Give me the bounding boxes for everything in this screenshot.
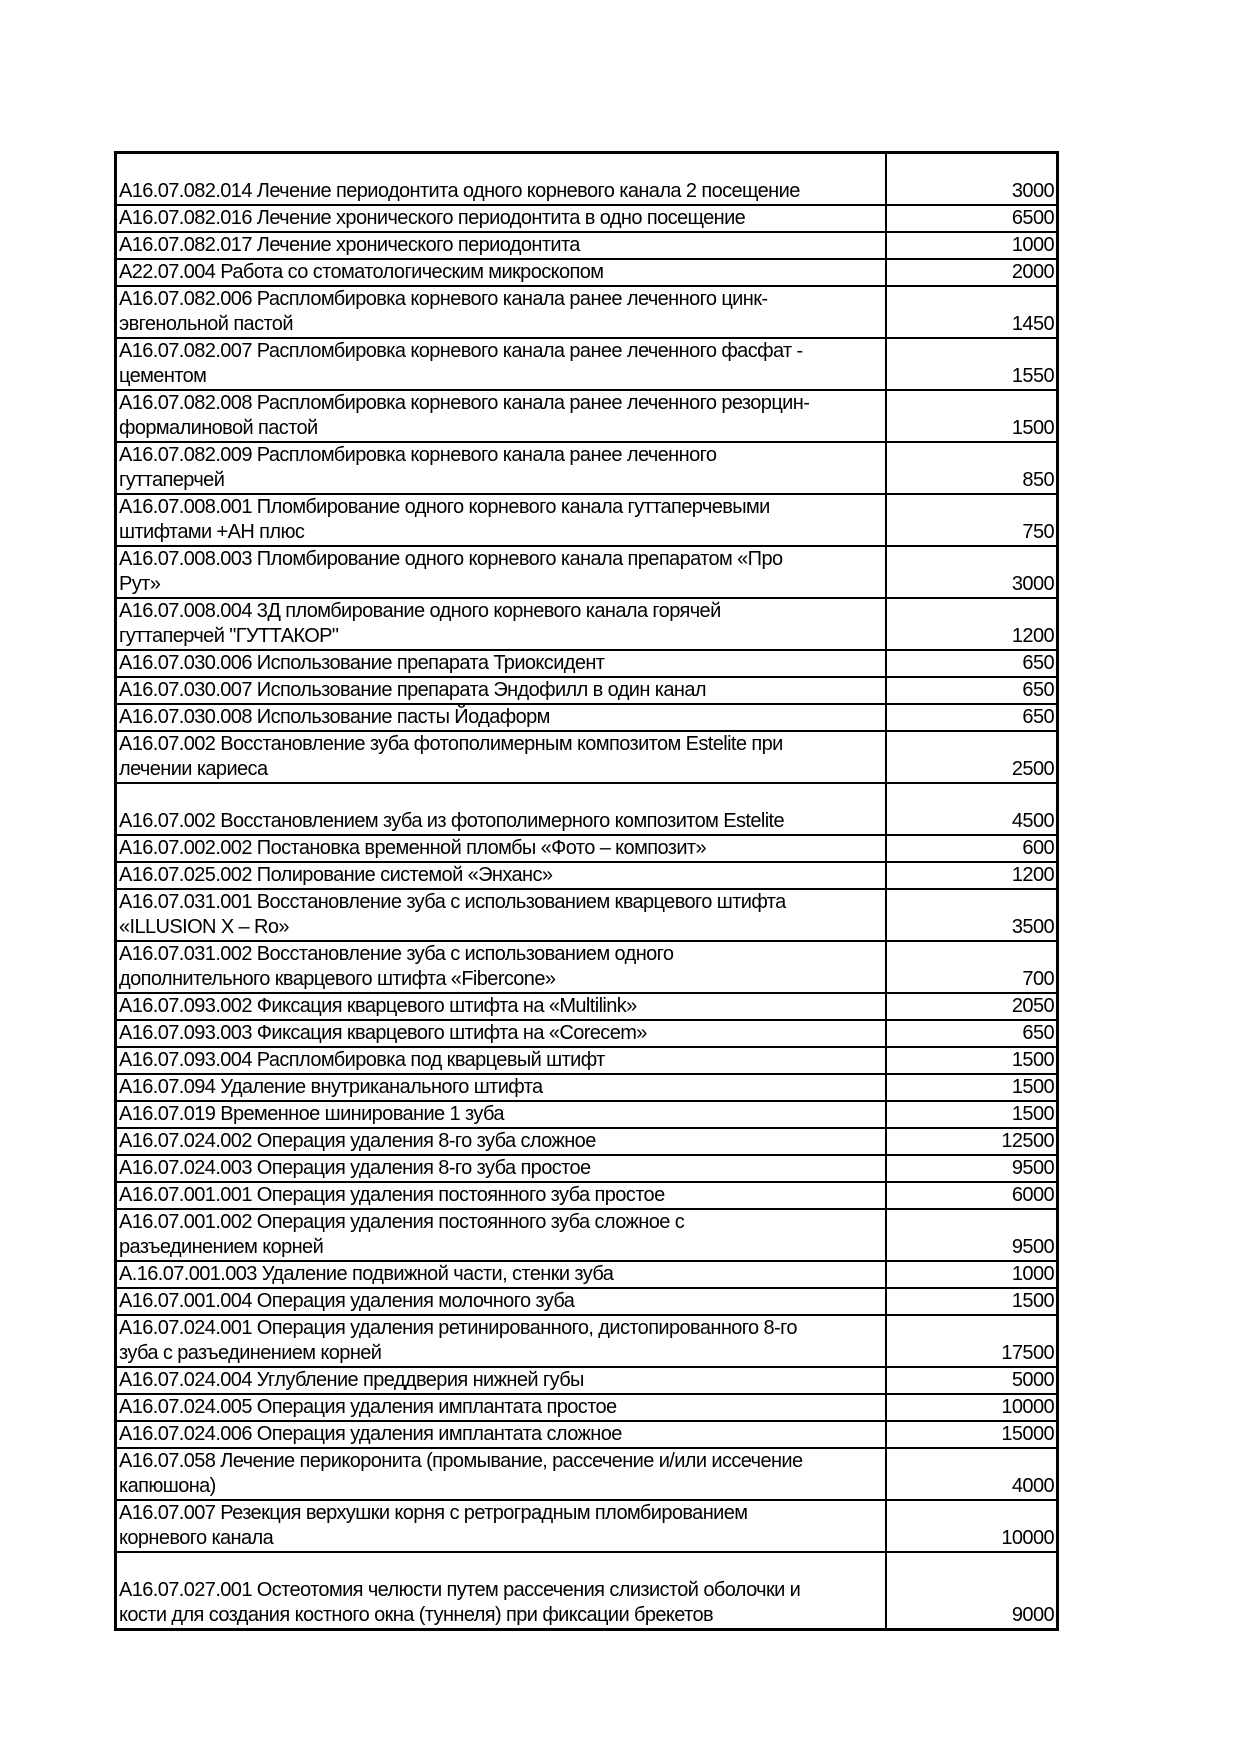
service-name-line: А16.07.082.009 Распломбировка корневого канала ранее леченного bbox=[119, 444, 717, 466]
service-name-line: А16.07.002.002 Постановка временной пломбы «Фото – композит» bbox=[119, 837, 706, 859]
price-table-body bbox=[116, 153, 1058, 1630]
service-name-line: гуттаперчей "ГУТТАКОР" bbox=[119, 625, 339, 647]
service-name-cell bbox=[116, 1020, 887, 1047]
price-cell: 1550 bbox=[886, 338, 1058, 390]
service-name-line: формалиновой пастой bbox=[119, 417, 318, 439]
service-name-line: А16.07.082.007 Распломбировка корневого канала ранее леченного фасфат - bbox=[119, 340, 803, 362]
price-cell: 650 bbox=[886, 704, 1058, 731]
service-name-cell bbox=[116, 494, 887, 546]
service-name-cell bbox=[116, 835, 887, 862]
price-cell: 10000 bbox=[886, 1394, 1058, 1421]
price-cell: 6500 bbox=[886, 205, 1058, 232]
service-name-cell bbox=[116, 546, 887, 598]
service-name-cell bbox=[116, 941, 887, 993]
table-row bbox=[116, 232, 1058, 259]
table-row bbox=[116, 677, 1058, 704]
table-row bbox=[116, 941, 1058, 993]
service-name-line: штифтами +АН плюс bbox=[119, 521, 305, 543]
service-name-line: А16.07.030.007 Использование препарата Эндофилл в один канал bbox=[119, 679, 706, 701]
service-name-cell bbox=[116, 704, 887, 731]
price-cell: 2050 bbox=[886, 993, 1058, 1020]
service-name-line: разъединением корней bbox=[119, 1236, 324, 1258]
service-name-line: А16.07.002 Восстановление зуба фотополимерным композитом Estelite при bbox=[119, 733, 783, 755]
service-name-cell bbox=[116, 1209, 887, 1261]
price-cell: 650 bbox=[886, 677, 1058, 704]
table-row bbox=[116, 704, 1058, 731]
price-cell: 600 bbox=[886, 835, 1058, 862]
service-name-line: А16.07.007 Резекция верхушки корня с ретроградным пломбированием bbox=[119, 1502, 748, 1524]
price-cell: 6000 bbox=[886, 1182, 1058, 1209]
table-row bbox=[116, 153, 1058, 206]
service-name-cell bbox=[116, 153, 887, 206]
service-name-line: А16.07.024.005 Операция удаления имплантата простое bbox=[119, 1396, 617, 1418]
service-name-line: А16.07.030.008 Использование пасты Йодаформ bbox=[119, 706, 550, 728]
price-cell: 2000 bbox=[886, 259, 1058, 286]
service-name-line: зуба с разъединением корней bbox=[119, 1342, 382, 1364]
price-table bbox=[114, 151, 1059, 1631]
table-row bbox=[116, 783, 1058, 835]
table-row bbox=[116, 731, 1058, 783]
table-row bbox=[116, 1394, 1058, 1421]
service-name-cell bbox=[116, 338, 887, 390]
service-name-cell bbox=[116, 1261, 887, 1288]
price-cell: 12500 bbox=[886, 1128, 1058, 1155]
price-cell: 1500 bbox=[886, 390, 1058, 442]
table-row bbox=[116, 1288, 1058, 1315]
service-name-line: А16.07.024.003 Операция удаления 8-го зуба простое bbox=[119, 1157, 591, 1179]
table-row bbox=[116, 494, 1058, 546]
price-cell: 1200 bbox=[886, 862, 1058, 889]
price-cell: 4500 bbox=[886, 783, 1058, 835]
table-row bbox=[116, 1209, 1058, 1261]
price-cell: 850 bbox=[886, 442, 1058, 494]
service-name-cell bbox=[116, 1047, 887, 1074]
table-row bbox=[116, 1182, 1058, 1209]
table-row bbox=[116, 390, 1058, 442]
service-name-line: Рут» bbox=[119, 573, 161, 595]
table-row bbox=[116, 205, 1058, 232]
service-name-line: А16.07.001.004 Операция удаления молочного зуба bbox=[119, 1290, 575, 1312]
service-name-line: А16.07.030.006 Использование препарата Триоксидент bbox=[119, 652, 605, 674]
service-name-line: А16.07.082.006 Распломбировка корневого канала ранее леченного цинк- bbox=[119, 288, 768, 310]
service-name-line: А16.07.002 Восстановлением зуба из фотополимерного композитом Estelite bbox=[119, 810, 785, 832]
service-name-line: А16.07.025.002 Полирование системой «Энханс» bbox=[119, 864, 553, 886]
service-name-line: А16.07.001.002 Операция удаления постоянного зуба сложное с bbox=[119, 1211, 685, 1233]
price-cell: 1200 bbox=[886, 598, 1058, 650]
table-row bbox=[116, 1448, 1058, 1500]
price-cell: 3500 bbox=[886, 889, 1058, 941]
table-row bbox=[116, 862, 1058, 889]
price-cell: 1000 bbox=[886, 1261, 1058, 1288]
table-row bbox=[116, 650, 1058, 677]
price-cell: 1500 bbox=[886, 1074, 1058, 1101]
table-row bbox=[116, 1421, 1058, 1448]
service-name-cell bbox=[116, 1155, 887, 1182]
service-name-line: А16.07.008.001 Пломбирование одного корневого канала гуттаперчевыми bbox=[119, 496, 770, 518]
service-name-line: А16.07.008.003 Пломбирование одного корневого канала препаратом «Про bbox=[119, 548, 783, 570]
price-cell: 9000 bbox=[886, 1552, 1058, 1630]
service-name-line: А16.07.082.016 Лечение хронического периодонтита в одно посещение bbox=[119, 207, 746, 229]
service-name-line: А16.07.024.002 Операция удаления 8-го зуба сложное bbox=[119, 1130, 596, 1152]
table-row bbox=[116, 1074, 1058, 1101]
service-name-cell bbox=[116, 650, 887, 677]
service-name-cell bbox=[116, 1367, 887, 1394]
price-cell: 9500 bbox=[886, 1155, 1058, 1182]
service-name-cell bbox=[116, 1128, 887, 1155]
price-cell: 1500 bbox=[886, 1288, 1058, 1315]
table-row bbox=[116, 598, 1058, 650]
service-name-line: А16.07.024.006 Операция удаления имплантата сложное bbox=[119, 1423, 622, 1445]
service-name-line: А16.07.001.001 Операция удаления постоянного зуба простое bbox=[119, 1184, 665, 1206]
service-name-line bbox=[119, 784, 883, 809]
service-name-line: А.16.07.001.003 Удаление подвижной части, стенки зуба bbox=[119, 1263, 614, 1285]
price-cell: 650 bbox=[886, 1020, 1058, 1047]
price-cell: 10000 bbox=[886, 1500, 1058, 1552]
price-cell: 1500 bbox=[886, 1101, 1058, 1128]
price-cell: 4000 bbox=[886, 1448, 1058, 1500]
service-name-line: А16.07.093.003 Фиксация кварцевого штифта на «Corecem» bbox=[119, 1022, 647, 1044]
table-row bbox=[116, 259, 1058, 286]
service-name-cell bbox=[116, 1182, 887, 1209]
service-name-cell bbox=[116, 205, 887, 232]
service-name-line: А16.07.094 Удаление внутриканального штифта bbox=[119, 1076, 543, 1098]
service-name-line: А16.07.082.014 Лечение периодонтита одного корневого канала 2 посещение bbox=[119, 180, 800, 202]
table-row bbox=[116, 338, 1058, 390]
service-name-line: А16.07.093.002 Фиксация кварцевого штифта на «Multilink» bbox=[119, 995, 637, 1017]
service-name-line: цементом bbox=[119, 365, 207, 387]
service-name-line: А16.07.058 Лечение перикоронита (промывание, рассечение и/или иссечение bbox=[119, 1450, 803, 1472]
price-cell: 750 bbox=[886, 494, 1058, 546]
service-name-line: А16.07.008.004 3Д пломбирование одного корневого канала горячей bbox=[119, 600, 721, 622]
service-name-line: эвгенольной пастой bbox=[119, 313, 293, 335]
service-name-cell bbox=[116, 993, 887, 1020]
price-cell: 3000 bbox=[886, 153, 1058, 206]
price-cell: 17500 bbox=[886, 1315, 1058, 1367]
price-cell: 5000 bbox=[886, 1367, 1058, 1394]
table-row bbox=[116, 1261, 1058, 1288]
service-name-line: А16.07.031.001 Восстановление зуба с использованием кварцевого штифта bbox=[119, 891, 786, 913]
service-name-line: кости для создания костного окна (туннеля) при фиксации брекетов bbox=[119, 1604, 714, 1626]
service-name-line: лечении кариеса bbox=[119, 758, 268, 780]
service-name-line: А16.07.093.004 Распломбировка под кварцевый штифт bbox=[119, 1049, 605, 1071]
price-cell: 700 bbox=[886, 941, 1058, 993]
table-row bbox=[116, 993, 1058, 1020]
price-cell: 15000 bbox=[886, 1421, 1058, 1448]
service-name-line: А16.07.019 Временное шинирование 1 зуба bbox=[119, 1103, 504, 1125]
table-row bbox=[116, 835, 1058, 862]
service-name-cell bbox=[116, 1101, 887, 1128]
table-row bbox=[116, 1500, 1058, 1552]
price-cell: 1450 bbox=[886, 286, 1058, 338]
service-name-line: гуттаперчей bbox=[119, 469, 225, 491]
table-row bbox=[116, 1552, 1058, 1630]
table-row bbox=[116, 1101, 1058, 1128]
table-row bbox=[116, 546, 1058, 598]
service-name-line bbox=[119, 154, 883, 179]
service-name-cell bbox=[116, 1552, 887, 1630]
service-name-line: А16.07.031.002 Восстановление зуба с использованием одного bbox=[119, 943, 674, 965]
service-name-line: корневого канала bbox=[119, 1527, 274, 1549]
price-cell: 650 bbox=[886, 650, 1058, 677]
service-name-cell bbox=[116, 731, 887, 783]
service-name-cell bbox=[116, 442, 887, 494]
service-name-cell bbox=[116, 232, 887, 259]
service-name-cell bbox=[116, 1448, 887, 1500]
table-row bbox=[116, 1047, 1058, 1074]
service-name-line: А22.07.004 Работа со стоматологическим микроскопом bbox=[119, 261, 604, 283]
service-name-line bbox=[119, 1553, 883, 1578]
service-name-cell bbox=[116, 1500, 887, 1552]
service-name-cell bbox=[116, 862, 887, 889]
table-row bbox=[116, 1155, 1058, 1182]
service-name-cell bbox=[116, 1421, 887, 1448]
table-row bbox=[116, 1020, 1058, 1047]
table-row bbox=[116, 286, 1058, 338]
service-name-cell bbox=[116, 259, 887, 286]
service-name-line: А16.07.024.001 Операция удаления ретинированного, дистопированного 8-го bbox=[119, 1317, 797, 1339]
table-row bbox=[116, 1315, 1058, 1367]
service-name-line: А16.07.082.017 Лечение хронического периодонтита bbox=[119, 234, 580, 256]
service-name-line: капюшона) bbox=[119, 1475, 216, 1497]
service-name-line: «ILLUSION X – Ro» bbox=[119, 916, 289, 938]
service-name-line: дополнительного кварцевого штифта «Fibercone» bbox=[119, 968, 556, 990]
service-name-line: А16.07.027.001 Остеотомия челюсти путем рассечения слизистой оболочки и bbox=[119, 1579, 801, 1601]
service-name-cell bbox=[116, 889, 887, 941]
service-name-cell bbox=[116, 286, 887, 338]
price-cell: 1000 bbox=[886, 232, 1058, 259]
service-name-cell bbox=[116, 677, 887, 704]
service-name-cell bbox=[116, 390, 887, 442]
price-cell: 9500 bbox=[886, 1209, 1058, 1261]
service-name-cell bbox=[116, 598, 887, 650]
service-name-cell bbox=[116, 1394, 887, 1421]
service-name-line: А16.07.024.004 Углубление преддверия нижней губы bbox=[119, 1369, 584, 1391]
service-name-cell bbox=[116, 1288, 887, 1315]
price-cell: 1500 bbox=[886, 1047, 1058, 1074]
table-row bbox=[116, 1128, 1058, 1155]
price-cell: 2500 bbox=[886, 731, 1058, 783]
table-row bbox=[116, 1367, 1058, 1394]
service-name-cell bbox=[116, 1074, 887, 1101]
table-row bbox=[116, 442, 1058, 494]
service-name-cell bbox=[116, 783, 887, 835]
service-name-line: А16.07.082.008 Распломбировка корневого канала ранее леченного резорцин- bbox=[119, 392, 810, 414]
table-row bbox=[116, 889, 1058, 941]
service-name-cell bbox=[116, 1315, 887, 1367]
price-cell: 3000 bbox=[886, 546, 1058, 598]
